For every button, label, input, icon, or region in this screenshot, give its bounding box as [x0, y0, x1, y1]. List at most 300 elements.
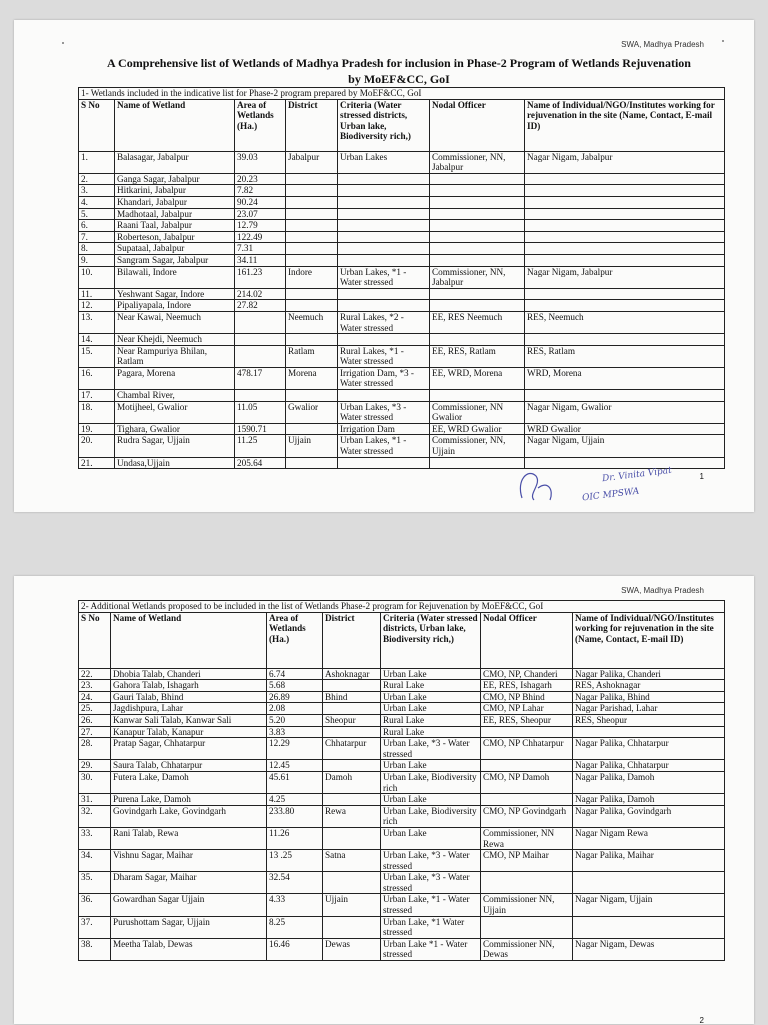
cell-criteria: Urban Lake	[381, 691, 481, 703]
cell-criteria: Urban Lake	[381, 668, 481, 680]
cell-ngo: RES, Sheopur	[573, 714, 725, 726]
cell-criteria	[338, 220, 430, 232]
cell-area: 7.31	[235, 243, 286, 255]
title-line-1: A Comprehensive list of Wetlands of Madhya Pradesh for inclusion in Phase-2 Program of Wetlands Rejuvenation	[107, 56, 691, 70]
cell-area: 4.25	[267, 794, 323, 806]
cell-sno: 15.	[79, 345, 115, 367]
cell-nodal-officer: Commissioner, NN, Ujjain	[430, 435, 525, 457]
cell-criteria: Urban Lake *1 - Water stressed	[381, 938, 481, 960]
page-header: SWA, Madhya Pradesh	[621, 586, 704, 595]
cell-nodal-officer	[481, 726, 573, 738]
table-row	[79, 771, 725, 793]
cell-district	[286, 196, 338, 208]
cell-name: Saura Talab, Chhatarpur	[111, 760, 267, 772]
cell-name: Undasa,Ujjain	[115, 457, 235, 469]
cell-name: Dhobia Talab, Chanderi	[111, 668, 267, 680]
cell-nodal-officer	[430, 185, 525, 197]
title-line-2: by MoEF&CC, GoI	[348, 72, 450, 86]
cell-ngo: WRD, Morena	[525, 367, 725, 389]
cell-sno: 12.	[79, 300, 115, 312]
cell-sno: 27.	[79, 726, 111, 738]
cell-criteria	[338, 243, 430, 255]
cell-criteria: Rural Lake	[381, 714, 481, 726]
cell-district: Neemuch	[286, 311, 338, 333]
cell-ngo: Nagar Nigam, Ujjain	[573, 894, 725, 916]
cell-nodal-officer: EE, WRD Gwalior	[430, 423, 525, 435]
cell-sno: 8.	[79, 243, 115, 255]
cell-district	[323, 760, 381, 772]
cell-name: Kanwar Sali Talab, Kanwar Sali	[111, 714, 267, 726]
col-header-area: Area of Wetlands (Ha.)	[267, 612, 323, 668]
cell-criteria: Irrigation Dam, *3 - Water stressed	[338, 367, 430, 389]
cell-area	[235, 345, 286, 367]
cell-criteria	[338, 254, 430, 266]
cell-ngo	[525, 185, 725, 197]
table-row	[79, 196, 725, 208]
cell-area: 11.05	[235, 401, 286, 423]
cell-nodal-officer: CMO, NP Govindgarh	[481, 805, 573, 827]
cell-sno: 4.	[79, 196, 115, 208]
cell-name: Near Khejdi, Neemuch	[115, 334, 235, 346]
cell-criteria: Rural Lakes, *2 - Water stressed	[338, 311, 430, 333]
cell-name: Meetha Talab, Dewas	[111, 938, 267, 960]
cell-area: 1590.71	[235, 423, 286, 435]
cell-criteria: Urban Lakes	[338, 151, 430, 173]
cell-district	[286, 334, 338, 346]
cell-area: 34.11	[235, 254, 286, 266]
cell-sno: 11.	[79, 288, 115, 300]
col-header-nodal-officer: Nodal Officer	[481, 612, 573, 668]
cell-criteria	[338, 334, 430, 346]
cell-district	[286, 254, 338, 266]
table-row	[79, 185, 725, 197]
wetlands-table-section-1	[78, 87, 725, 469]
cell-nodal-officer	[481, 760, 573, 772]
cell-criteria: Urban Lakes, *1 - Water stressed	[338, 266, 430, 288]
cell-district	[286, 243, 338, 255]
cell-area: 45.61	[267, 771, 323, 793]
cell-criteria: Urban Lake	[381, 703, 481, 715]
cell-criteria: Urban Lake, *3 - Water stressed	[381, 872, 481, 894]
cell-nodal-officer	[430, 390, 525, 402]
cell-district: Morena	[286, 367, 338, 389]
cell-area: 205.64	[235, 457, 286, 469]
cell-district: Gwalior	[286, 401, 338, 423]
cell-district: Rewa	[323, 805, 381, 827]
cell-area: 13 .25	[267, 850, 323, 872]
cell-area: 8.25	[267, 916, 323, 938]
cell-sno: 14.	[79, 334, 115, 346]
col-header-nodal-officer: Nodal Officer	[430, 99, 525, 151]
table-row	[79, 231, 725, 243]
cell-district: Ashoknagar	[323, 668, 381, 680]
table-row	[79, 691, 725, 703]
cell-criteria	[338, 300, 430, 312]
cell-name: Dharam Sagar, Maihar	[111, 872, 267, 894]
cell-area: 12.29	[267, 738, 323, 760]
cell-nodal-officer: CMO, NP Chhatarpur	[481, 738, 573, 760]
cell-sno: 21.	[79, 457, 115, 469]
cell-nodal-officer: CMO, NP, Chanderi	[481, 668, 573, 680]
cell-sno: 33.	[79, 827, 111, 849]
cell-ngo: RES, Neemuch	[525, 311, 725, 333]
cell-area: 12.79	[235, 220, 286, 232]
cell-ngo: Nagar Palika, Chhatarpur	[573, 738, 725, 760]
col-header-criteria: Criteria (Water stressed districts, Urban lake, Biodiversity rich,)	[381, 612, 481, 668]
cell-sno: 9.	[79, 254, 115, 266]
cell-area	[235, 390, 286, 402]
cell-area: 214.02	[235, 288, 286, 300]
cell-sno: 26.	[79, 714, 111, 726]
cell-district: Bhind	[323, 691, 381, 703]
cell-sno: 16.	[79, 367, 115, 389]
cell-name: Sangram Sagar, Jabalpur	[115, 254, 235, 266]
table-row	[79, 668, 725, 680]
cell-ngo: Nagar Palika, Maihar	[573, 850, 725, 872]
cell-area: 5.20	[267, 714, 323, 726]
cell-name: Near Rampuriya Bhilan, Ratlam	[115, 345, 235, 367]
cell-criteria: Urban Lake, Biodiversity rich	[381, 805, 481, 827]
cell-area: 23.07	[235, 208, 286, 220]
cell-name: Purena Lake, Damoh	[111, 794, 267, 806]
cell-criteria: Urban Lake	[381, 827, 481, 849]
col-header-name: Name of Wetland	[111, 612, 267, 668]
cell-nodal-officer: EE, RES, Ratlam	[430, 345, 525, 367]
cell-ngo: WRD Gwalior	[525, 423, 725, 435]
cell-nodal-officer	[481, 916, 573, 938]
cell-district	[286, 390, 338, 402]
cell-area: 233.80	[267, 805, 323, 827]
cell-nodal-officer	[430, 300, 525, 312]
cell-name: Gahora Talab, Ishagarh	[111, 680, 267, 692]
cell-area: 32.54	[267, 872, 323, 894]
cell-nodal-officer	[430, 220, 525, 232]
cell-ngo: Nagar Palika, Bhind	[573, 691, 725, 703]
cell-area: 27.82	[235, 300, 286, 312]
cell-district	[286, 300, 338, 312]
cell-nodal-officer: Commissioner NN, Ujjain	[481, 894, 573, 916]
cell-district: Sheopur	[323, 714, 381, 726]
cell-district	[323, 872, 381, 894]
cell-name: Jagdishpura, Lahar	[111, 703, 267, 715]
table-row	[79, 254, 725, 266]
cell-sno: 3.	[79, 185, 115, 197]
table-row	[79, 367, 725, 389]
cell-district: Ujjain	[286, 435, 338, 457]
table-row	[79, 714, 725, 726]
cell-name: Purushottam Sagar, Ujjain	[111, 916, 267, 938]
cell-criteria: Urban Lake, *3 - Water stressed	[381, 850, 481, 872]
document-title	[94, 55, 704, 87]
cell-ngo	[525, 231, 725, 243]
cell-district	[286, 231, 338, 243]
cell-district	[286, 457, 338, 469]
table-row	[79, 738, 725, 760]
cell-ngo	[525, 196, 725, 208]
cell-criteria: Urban Lakes, *3 - Water stressed	[338, 401, 430, 423]
table-row	[79, 345, 725, 367]
cell-name: Pipaliyapala, Indore	[115, 300, 235, 312]
page-number: 2	[699, 1016, 704, 1025]
cell-criteria: Urban Lake, *1 - Water stressed	[381, 894, 481, 916]
col-header-name: Name of Wetland	[115, 99, 235, 151]
cell-name: Rani Talab, Rewa	[111, 827, 267, 849]
cell-criteria: Irrigation Dam	[338, 423, 430, 435]
table-row	[79, 288, 725, 300]
col-header-sno: S No	[79, 612, 111, 668]
table-row	[79, 151, 725, 173]
cell-sno: 23.	[79, 680, 111, 692]
cell-area: 478.17	[235, 367, 286, 389]
table-row	[79, 334, 725, 346]
table-row	[79, 850, 725, 872]
cell-ngo	[525, 334, 725, 346]
cell-nodal-officer: CMO, NP Lahar	[481, 703, 573, 715]
cell-criteria	[338, 208, 430, 220]
cell-name: Supataal, Jabalpur	[115, 243, 235, 255]
cell-name: Pagara, Morena	[115, 367, 235, 389]
section-caption-row	[79, 601, 725, 613]
col-header-ngo: Name of Individual/NGO/Institutes working for rejuvenation in the site (Name, Contact, E-mail ID)	[525, 99, 725, 151]
table-row	[79, 423, 725, 435]
cell-name: Kanapur Talab, Kanapur	[111, 726, 267, 738]
cell-ngo: Nagar Parishad, Lahar	[573, 703, 725, 715]
cell-district	[286, 220, 338, 232]
cell-sno: 17.	[79, 390, 115, 402]
cell-name: Khandari, Jabalpur	[115, 196, 235, 208]
cell-district	[323, 703, 381, 715]
cell-sno: 28.	[79, 738, 111, 760]
cell-nodal-officer: Commissioner, NN, Jabalpur	[430, 151, 525, 173]
cell-name: Rudra Sagar, Ujjain	[115, 435, 235, 457]
cell-criteria: Urban Lakes, *1 - Water stressed	[338, 435, 430, 457]
cell-sno: 7.	[79, 231, 115, 243]
cell-sno: 29.	[79, 760, 111, 772]
table-row	[79, 680, 725, 692]
cell-area: 7.82	[235, 185, 286, 197]
cell-criteria: Urban Lake	[381, 760, 481, 772]
cell-ngo	[525, 288, 725, 300]
cell-name: Balasagar, Jabalpur	[115, 151, 235, 173]
cell-ngo: Nagar Palika, Damoh	[573, 794, 725, 806]
cell-district	[323, 680, 381, 692]
cell-name: Gauri Talab, Bhind	[111, 691, 267, 703]
cell-name: Futera Lake, Damoh	[111, 771, 267, 793]
wetlands-table-section-2	[78, 600, 725, 961]
cell-ngo	[525, 173, 725, 185]
cell-criteria: Urban Lake, Biodiversity rich	[381, 771, 481, 793]
table-row	[79, 300, 725, 312]
table-row	[79, 390, 725, 402]
table-row	[79, 220, 725, 232]
table-row	[79, 794, 725, 806]
cell-nodal-officer: Commissioner NN, Dewas	[481, 938, 573, 960]
cell-nodal-officer: CMO, NP Maihar	[481, 850, 573, 872]
table-header-row	[79, 612, 725, 668]
cell-criteria	[338, 457, 430, 469]
cell-nodal-officer	[481, 872, 573, 894]
cell-district	[323, 916, 381, 938]
cell-ngo	[525, 300, 725, 312]
cell-sno: 2.	[79, 173, 115, 185]
cell-ngo	[573, 916, 725, 938]
cell-district: Dewas	[323, 938, 381, 960]
cell-nodal-officer	[481, 794, 573, 806]
cell-district	[286, 423, 338, 435]
cell-sno: 25.	[79, 703, 111, 715]
table-row	[79, 894, 725, 916]
cell-area: 6.74	[267, 668, 323, 680]
cell-area: 161.23	[235, 266, 286, 288]
cell-area: 90.24	[235, 196, 286, 208]
cell-criteria: Rural Lakes, *1 - Water stressed	[338, 345, 430, 367]
cell-nodal-officer: Commissioner, NN Rewa	[481, 827, 573, 849]
cell-nodal-officer: EE, WRD, Morena	[430, 367, 525, 389]
cell-nodal-officer	[430, 196, 525, 208]
cell-name: Raani Taal, Jabalpur	[115, 220, 235, 232]
cell-ngo	[525, 243, 725, 255]
cell-district: Chhatarpur	[323, 738, 381, 760]
col-header-sno: S No	[79, 99, 115, 151]
cell-sno: 32.	[79, 805, 111, 827]
col-header-area: Area of Wetlands (Ha.)	[235, 99, 286, 151]
table-header-row	[79, 99, 725, 151]
signature-scribble	[514, 460, 714, 510]
cell-sno: 31.	[79, 794, 111, 806]
cell-nodal-officer: CMO, NP Bhind	[481, 691, 573, 703]
cell-sno: 18.	[79, 401, 115, 423]
cell-area: 4.33	[267, 894, 323, 916]
table-row	[79, 208, 725, 220]
cell-sno: 36.	[79, 894, 111, 916]
cell-area: 11.25	[235, 435, 286, 457]
cell-sno: 34.	[79, 850, 111, 872]
cell-ngo: RES, Ashoknagar	[573, 680, 725, 692]
signature-role: OIC MPSWA	[581, 486, 640, 504]
cell-district	[286, 173, 338, 185]
cell-ngo	[525, 208, 725, 220]
cell-area: 20.23	[235, 173, 286, 185]
cell-ngo: Nagar Nigam, Dewas	[573, 938, 725, 960]
cell-area: 12.45	[267, 760, 323, 772]
cell-nodal-officer	[430, 243, 525, 255]
cell-district: Ratlam	[286, 345, 338, 367]
document-page-1	[14, 20, 754, 512]
cell-sno: 13.	[79, 311, 115, 333]
cell-criteria	[338, 288, 430, 300]
cell-ngo	[573, 872, 725, 894]
cell-criteria	[338, 231, 430, 243]
table-row	[79, 173, 725, 185]
cell-ngo: Nagar Nigam, Jabalpur	[525, 266, 725, 288]
cell-name: Pratap Sagar, Chhatarpur	[111, 738, 267, 760]
cell-district	[286, 185, 338, 197]
cell-criteria	[338, 390, 430, 402]
table-row	[79, 243, 725, 255]
table-row	[79, 435, 725, 457]
cell-area	[235, 311, 286, 333]
cell-area	[235, 334, 286, 346]
section-caption: 1- Wetlands included in the indicative list for Phase-2 program prepared by MoEF&CC, GoI	[79, 88, 725, 100]
table-row	[79, 401, 725, 423]
table-row	[79, 827, 725, 849]
cell-nodal-officer	[430, 457, 525, 469]
cell-sno: 6.	[79, 220, 115, 232]
cell-sno: 1.	[79, 151, 115, 173]
cell-district	[286, 288, 338, 300]
signature-name: Dr. Vinita Vipat	[601, 465, 673, 485]
cell-ngo: Nagar Nigam, Ujjain	[525, 435, 725, 457]
cell-district	[323, 726, 381, 738]
cell-criteria: Urban Lake	[381, 794, 481, 806]
cell-name: Tighara, Gwalior	[115, 423, 235, 435]
cell-name: Hitkarini, Jabalpur	[115, 185, 235, 197]
cell-district	[286, 208, 338, 220]
table-row	[79, 872, 725, 894]
cell-nodal-officer	[430, 173, 525, 185]
table-row	[79, 266, 725, 288]
cell-nodal-officer	[430, 288, 525, 300]
cell-name: Yeshwant Sagar, Indore	[115, 288, 235, 300]
col-header-ngo: Name of Individual/NGO/Institutes working for rejuvenation in the site (Name, Contact, E-mail ID)	[573, 612, 725, 668]
cell-district: Ujjain	[323, 894, 381, 916]
cell-ngo: Nagar Palika, Chhatarpur	[573, 760, 725, 772]
scan-speck	[722, 40, 724, 42]
cell-ngo	[525, 220, 725, 232]
cell-area: 16.46	[267, 938, 323, 960]
col-header-district: District	[286, 99, 338, 151]
cell-criteria: Rural Lake	[381, 726, 481, 738]
table-body	[79, 151, 725, 469]
cell-name: Chambal River,	[115, 390, 235, 402]
cell-criteria	[338, 173, 430, 185]
cell-sno: 30.	[79, 771, 111, 793]
cell-ngo: Nagar Palika, Govindgarh	[573, 805, 725, 827]
cell-sno: 5.	[79, 208, 115, 220]
cell-nodal-officer: EE, RES, Sheopur	[481, 714, 573, 726]
cell-ngo: Nagar Palika, Chanderi	[573, 668, 725, 680]
cell-district: Damoh	[323, 771, 381, 793]
cell-area: 11.26	[267, 827, 323, 849]
cell-area: 2.08	[267, 703, 323, 715]
cell-ngo: Nagar Nigam, Jabalpur	[525, 151, 725, 173]
cell-area: 26.89	[267, 691, 323, 703]
cell-district	[323, 827, 381, 849]
cell-district	[323, 794, 381, 806]
cell-ngo	[573, 726, 725, 738]
section-caption-row	[79, 88, 725, 100]
cell-nodal-officer	[430, 334, 525, 346]
cell-sno: 24.	[79, 691, 111, 703]
cell-nodal-officer: EE, RES Neemuch	[430, 311, 525, 333]
cell-sno: 20.	[79, 435, 115, 457]
document-page-2	[14, 576, 754, 1024]
table-row	[79, 726, 725, 738]
cell-nodal-officer: Commissioner, NN, Jabalpur	[430, 266, 525, 288]
cell-name: Bilawali, Indore	[115, 266, 235, 288]
cell-name: Ganga Sagar, Jabalpur	[115, 173, 235, 185]
cell-sno: 35.	[79, 872, 111, 894]
cell-nodal-officer	[430, 254, 525, 266]
cell-ngo: Nagar Nigam Rewa	[573, 827, 725, 849]
cell-ngo	[525, 390, 725, 402]
col-header-criteria: Criteria (Water stressed districts, Urban lake, Biodiversity rich,)	[338, 99, 430, 151]
cell-name: Gowardhan Sagar Ujjain	[111, 894, 267, 916]
cell-nodal-officer	[430, 208, 525, 220]
scan-speck	[62, 42, 64, 44]
cell-criteria	[338, 196, 430, 208]
cell-nodal-officer: Commissioner, NN Gwalior	[430, 401, 525, 423]
